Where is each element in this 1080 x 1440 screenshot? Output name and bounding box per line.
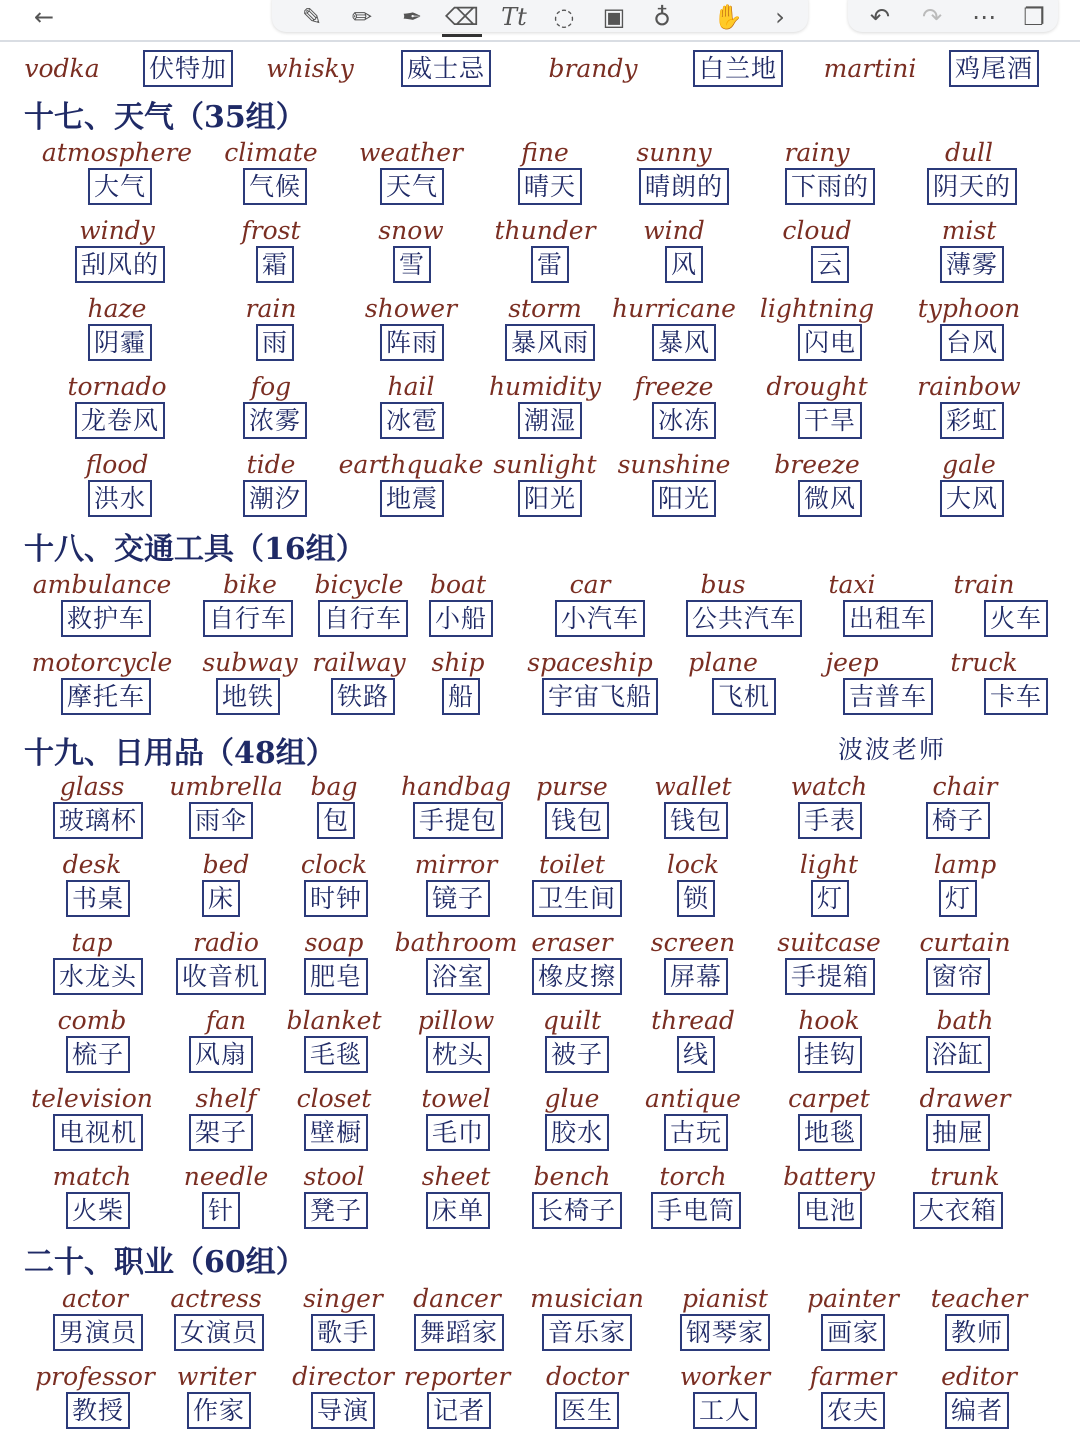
english-word: actress — [170, 1284, 262, 1313]
english-word: hook — [798, 1006, 860, 1035]
english-word: mist — [941, 216, 997, 245]
chinese-meaning: 暴风 — [652, 324, 716, 361]
english-word: boat — [429, 570, 487, 599]
english-word: comb — [57, 1006, 127, 1035]
english-word: television — [31, 1084, 153, 1113]
chinese-meaning: 大风 — [940, 480, 1004, 517]
section-heading: 十八、交通工具（16组） — [24, 532, 366, 567]
chinese-meaning: 船 — [442, 678, 480, 715]
english-word: director — [292, 1362, 394, 1391]
highlighter-icon[interactable]: ✒ — [401, 3, 423, 31]
chinese-meaning: 画家 — [821, 1314, 885, 1351]
chinese-meaning: 电池 — [798, 1192, 862, 1229]
notes-page — [0, 42, 1080, 1440]
chinese-meaning: 火柴 — [66, 1192, 130, 1229]
chinese-meaning: 橡皮擦 — [532, 958, 622, 995]
english-word: train — [953, 570, 1015, 599]
english-word: humidity — [488, 372, 602, 401]
english-word: clock — [300, 850, 368, 879]
english-word: soap — [304, 928, 364, 957]
english-word: sunny — [636, 138, 712, 167]
chinese-meaning: 雨 — [256, 324, 294, 361]
chinese-meaning: 刮风的 — [75, 246, 165, 283]
english-word: dull — [944, 138, 994, 167]
english-word: watch — [790, 772, 868, 801]
chinese-meaning: 抽屉 — [926, 1114, 990, 1151]
chinese-meaning: 雨伞 — [189, 802, 253, 839]
chinese-meaning: 窗帘 — [926, 958, 990, 995]
arrow-left-icon[interactable]: ← — [33, 3, 55, 31]
chinese-meaning: 男演员 — [53, 1314, 143, 1351]
author-signature: 波波老师 — [838, 735, 947, 764]
chinese-meaning: 吉普车 — [843, 678, 933, 715]
english-word: ambulance — [32, 570, 172, 599]
english-word: breeze — [774, 450, 860, 479]
chinese-meaning: 气候 — [243, 168, 307, 205]
eraser-icon[interactable]: ⌫ — [442, 0, 482, 37]
chinese-meaning: 公共汽车 — [686, 600, 802, 637]
english-word: car — [569, 570, 611, 599]
english-word: carpet — [788, 1084, 870, 1113]
chinese-meaning: 云 — [811, 246, 849, 283]
chinese-meaning: 下雨的 — [785, 168, 875, 205]
english-word: weather — [359, 138, 463, 167]
chinese-meaning: 枕头 — [426, 1036, 490, 1073]
chinese-meaning: 救护车 — [61, 600, 151, 637]
chinese-meaning: 壁橱 — [304, 1114, 368, 1151]
english-word: umbrella — [169, 772, 283, 801]
chinese-meaning: 冰冻 — [652, 402, 716, 439]
english-word: railway — [312, 648, 406, 677]
english-word: worker — [679, 1362, 771, 1391]
chinese-meaning: 女演员 — [174, 1314, 264, 1351]
english-word: radio — [193, 928, 259, 957]
chinese-meaning: 自行车 — [318, 600, 408, 637]
english-word: tide — [246, 450, 296, 479]
english-word: frost — [241, 216, 301, 245]
chinese-meaning: 农夫 — [821, 1392, 885, 1429]
english-word: typhoon — [917, 294, 1021, 323]
english-word: blanket — [286, 1006, 382, 1035]
chinese-meaning: 彩虹 — [940, 402, 1004, 439]
chinese-meaning: 作家 — [187, 1392, 251, 1429]
chinese-meaning: 薄雾 — [940, 246, 1004, 283]
chinese-meaning: 针 — [202, 1192, 240, 1229]
english-word: dancer — [413, 1284, 501, 1313]
english-word: bathroom — [394, 928, 518, 957]
chinese-meaning: 镜子 — [426, 880, 490, 917]
chinese-meaning: 灯 — [811, 880, 849, 917]
chinese-meaning: 钢琴家 — [680, 1314, 770, 1351]
chinese-meaning: 时钟 — [304, 880, 368, 917]
english-word: eraser — [531, 928, 613, 957]
english-word: motorcycle — [31, 648, 173, 677]
chinese-meaning: 阴天的 — [927, 168, 1017, 205]
chinese-meaning: 自行车 — [203, 600, 293, 637]
chinese-meaning: 台风 — [940, 324, 1004, 361]
english-word: martini — [823, 54, 917, 83]
chinese-meaning: 鸡尾酒 — [949, 50, 1039, 87]
english-word: spaceship — [527, 648, 653, 677]
english-word: wind — [643, 216, 705, 245]
chinese-meaning: 雷 — [531, 246, 569, 283]
chinese-meaning: 灯 — [939, 880, 977, 917]
chinese-meaning: 地震 — [380, 480, 444, 517]
english-word: pianist — [682, 1284, 768, 1313]
chinese-meaning: 晴朗的 — [639, 168, 729, 205]
chevron-right-icon[interactable]: › — [775, 3, 785, 31]
english-word: hurricane — [612, 294, 736, 323]
chinese-meaning: 大气 — [88, 168, 152, 205]
chinese-meaning: 浴缸 — [926, 1036, 990, 1073]
chinese-meaning: 架子 — [189, 1114, 253, 1151]
chinese-meaning: 床 — [202, 880, 240, 917]
chinese-meaning: 霜 — [256, 246, 294, 283]
chinese-meaning: 宇宙飞船 — [542, 678, 658, 715]
pencil-icon[interactable]: ✏ — [351, 3, 373, 31]
english-word: bench — [533, 1162, 611, 1191]
more-icon[interactable]: ⋯ — [972, 3, 996, 31]
english-word: wallet — [654, 772, 732, 801]
english-word: actor — [62, 1284, 128, 1313]
english-word: thunder — [494, 216, 596, 245]
english-word: needle — [183, 1162, 269, 1191]
chinese-meaning: 洪水 — [88, 480, 152, 517]
english-word: gale — [942, 450, 996, 479]
chinese-meaning: 小船 — [429, 600, 493, 637]
english-word: rainy — [784, 138, 850, 167]
chinese-meaning: 风扇 — [189, 1036, 253, 1073]
chinese-meaning: 书桌 — [66, 880, 130, 917]
english-word: farmer — [809, 1362, 897, 1391]
chinese-meaning: 教授 — [66, 1392, 130, 1429]
english-word: ship — [431, 648, 485, 677]
chinese-meaning: 晴天 — [518, 168, 582, 205]
chinese-meaning: 手提包 — [413, 802, 503, 839]
english-word: battery — [783, 1162, 875, 1191]
english-word: tornado — [67, 372, 167, 401]
chinese-meaning: 手表 — [798, 802, 862, 839]
chinese-meaning: 毛毯 — [304, 1036, 368, 1073]
english-word: thread — [651, 1006, 735, 1035]
chinese-meaning: 小汽车 — [555, 600, 645, 637]
chinese-meaning: 音乐家 — [542, 1314, 632, 1351]
english-word: rainbow — [917, 372, 1021, 401]
english-word: plane — [688, 648, 758, 677]
chinese-meaning: 记者 — [427, 1392, 491, 1429]
chinese-meaning: 教师 — [945, 1314, 1009, 1351]
copy-icon[interactable]: ❐ — [1023, 3, 1045, 31]
chinese-meaning: 钱包 — [664, 802, 728, 839]
english-word: bath — [936, 1006, 994, 1035]
chinese-meaning: 龙卷风 — [75, 402, 165, 439]
english-word: screen — [650, 928, 736, 957]
english-word: snow — [378, 216, 444, 245]
chinese-meaning: 阳光 — [652, 480, 716, 517]
english-word: taxi — [828, 570, 876, 599]
english-word: toilet — [539, 850, 605, 879]
english-word: bike — [223, 570, 277, 599]
chinese-meaning: 线 — [677, 1036, 715, 1073]
english-word: stool — [303, 1162, 365, 1191]
english-word: atmosphere — [41, 138, 193, 167]
english-word: cloud — [782, 216, 852, 245]
chinese-meaning: 手提箱 — [785, 958, 875, 995]
chinese-meaning: 火车 — [984, 600, 1048, 637]
english-word: fine — [521, 138, 569, 167]
chinese-meaning: 阴霾 — [88, 324, 152, 361]
english-word: purse — [536, 772, 608, 801]
chinese-meaning: 收音机 — [176, 958, 266, 995]
english-word: antique — [645, 1084, 741, 1113]
chinese-meaning: 白兰地 — [693, 50, 783, 87]
chinese-meaning: 雪 — [393, 246, 431, 283]
english-word: doctor — [545, 1362, 629, 1391]
chinese-meaning: 梳子 — [66, 1036, 130, 1073]
english-word: shelf — [195, 1084, 257, 1113]
chinese-meaning: 锁 — [677, 880, 715, 917]
english-word: glue — [544, 1084, 600, 1113]
chinese-meaning: 工人 — [693, 1392, 757, 1429]
chinese-meaning: 大衣箱 — [913, 1192, 1003, 1229]
english-word: professor — [35, 1362, 155, 1391]
english-word: editor — [941, 1362, 1017, 1391]
image-icon[interactable]: ▣ — [602, 3, 626, 31]
english-word: hail — [387, 372, 435, 401]
english-word: drought — [766, 372, 868, 401]
chinese-meaning: 水龙头 — [53, 958, 143, 995]
english-word: jeep — [825, 648, 879, 677]
chinese-meaning: 卫生间 — [532, 880, 622, 917]
chinese-meaning: 手电筒 — [651, 1192, 741, 1229]
english-word: lightning — [759, 294, 875, 323]
english-word: quilt — [542, 1006, 602, 1035]
english-word: reporter — [403, 1362, 511, 1391]
chinese-meaning: 天气 — [380, 168, 444, 205]
chinese-meaning: 风 — [665, 246, 703, 283]
chinese-meaning: 胶水 — [545, 1114, 609, 1151]
undo-icon[interactable]: ↶ — [869, 3, 891, 31]
english-word: handbag — [400, 772, 512, 801]
microphone-icon[interactable]: ♁ — [653, 3, 671, 31]
chinese-meaning: 被子 — [545, 1036, 609, 1073]
english-word: bag — [310, 772, 358, 801]
english-word: bicycle — [314, 570, 404, 599]
chinese-meaning: 出租车 — [843, 600, 933, 637]
chinese-meaning: 歌手 — [311, 1314, 375, 1351]
english-word: subway — [202, 648, 298, 677]
english-word: bed — [202, 850, 250, 879]
pen-icon[interactable]: ✎ — [301, 3, 323, 31]
english-word: climate — [224, 138, 318, 167]
english-word: tap — [71, 928, 113, 957]
english-word: vodka — [24, 54, 100, 83]
chinese-meaning: 卡车 — [984, 678, 1048, 715]
english-word: teacher — [930, 1284, 1028, 1313]
english-word: desk — [62, 850, 122, 879]
chinese-meaning: 伏特加 — [143, 50, 233, 87]
chinese-meaning: 闪电 — [798, 324, 862, 361]
chinese-meaning: 摩托车 — [61, 678, 151, 715]
lasso-icon[interactable]: ◌ — [553, 3, 575, 31]
chinese-meaning: 浴室 — [426, 958, 490, 995]
chinese-meaning: 医生 — [555, 1392, 619, 1429]
chinese-meaning: 暴风雨 — [505, 324, 595, 361]
chinese-meaning: 地毯 — [798, 1114, 862, 1151]
chinese-meaning: 包 — [317, 802, 355, 839]
chinese-meaning: 毛巾 — [426, 1114, 490, 1151]
chinese-meaning: 玻璃杯 — [53, 802, 143, 839]
chinese-meaning: 电视机 — [53, 1114, 143, 1151]
chinese-meaning: 干旱 — [798, 402, 862, 439]
english-word: towel — [421, 1084, 491, 1113]
english-word: sunshine — [617, 450, 731, 479]
english-word: bus — [700, 570, 746, 599]
english-word: truck — [950, 648, 1018, 677]
english-word: fog — [250, 372, 292, 401]
english-word: fan — [205, 1006, 247, 1035]
english-word: storm — [508, 294, 582, 323]
english-word: curtain — [919, 928, 1011, 957]
chinese-meaning: 潮汐 — [243, 480, 307, 517]
english-word: suitcase — [777, 928, 881, 957]
english-word: singer — [303, 1284, 383, 1313]
english-word: lamp — [933, 850, 997, 879]
note-toolbar — [0, 0, 1080, 42]
section-heading: 十九、日用品（48组） — [24, 736, 336, 771]
chinese-meaning: 飞机 — [712, 678, 776, 715]
section-heading: 二十、职业（60组） — [24, 1245, 306, 1280]
chinese-meaning: 潮湿 — [518, 402, 582, 439]
english-word: glass — [59, 772, 125, 801]
english-word: painter — [807, 1284, 899, 1313]
chinese-meaning: 长椅子 — [532, 1192, 622, 1229]
chinese-meaning: 微风 — [798, 480, 862, 517]
english-word: torch — [659, 1162, 727, 1191]
english-word: whisky — [266, 54, 354, 83]
english-word: rain — [245, 294, 297, 323]
english-word: trunk — [930, 1162, 1000, 1191]
english-word: lock — [666, 850, 720, 879]
chinese-meaning: 威士忌 — [401, 50, 491, 87]
english-word: chair — [932, 772, 998, 801]
chinese-meaning: 肥皂 — [304, 958, 368, 995]
english-word: brandy — [548, 54, 638, 83]
english-word: closet — [296, 1084, 372, 1113]
chinese-meaning: 阵雨 — [380, 324, 444, 361]
english-word: writer — [176, 1362, 256, 1391]
chinese-meaning: 钱包 — [545, 802, 609, 839]
chinese-meaning: 导演 — [311, 1392, 375, 1429]
english-word: pillow — [417, 1006, 495, 1035]
english-word: mirror — [414, 850, 498, 879]
chinese-meaning: 地铁 — [216, 678, 280, 715]
chinese-meaning: 挂钩 — [798, 1036, 862, 1073]
text-tool-icon[interactable]: Tt — [501, 3, 527, 31]
redo-icon[interactable]: ↷ — [921, 3, 943, 31]
english-word: flood — [85, 450, 149, 479]
chinese-meaning: 舞蹈家 — [414, 1314, 504, 1351]
english-word: light — [799, 850, 859, 879]
chinese-meaning: 床单 — [426, 1192, 490, 1229]
chinese-meaning: 屏幕 — [664, 958, 728, 995]
chinese-meaning: 编者 — [945, 1392, 1009, 1429]
english-word: shower — [364, 294, 458, 323]
chinese-meaning: 冰雹 — [380, 402, 444, 439]
english-word: freeze — [634, 372, 714, 401]
english-word: haze — [87, 294, 147, 323]
section-heading: 十七、天气（35组） — [24, 100, 306, 135]
english-word: earthquake — [338, 450, 484, 479]
english-word: musician — [530, 1284, 644, 1313]
chinese-meaning: 凳子 — [304, 1192, 368, 1229]
hand-icon[interactable]: ✋ — [713, 3, 743, 31]
english-word: windy — [79, 216, 155, 245]
chinese-meaning: 浓雾 — [243, 402, 307, 439]
english-word: drawer — [919, 1084, 1011, 1113]
english-word: match — [52, 1162, 132, 1191]
chinese-meaning: 椅子 — [926, 802, 990, 839]
chinese-meaning: 铁路 — [331, 678, 395, 715]
english-word: sunlight — [493, 450, 597, 479]
english-word: sheet — [421, 1162, 491, 1191]
chinese-meaning: 阳光 — [518, 480, 582, 517]
chinese-meaning: 古玩 — [664, 1114, 728, 1151]
